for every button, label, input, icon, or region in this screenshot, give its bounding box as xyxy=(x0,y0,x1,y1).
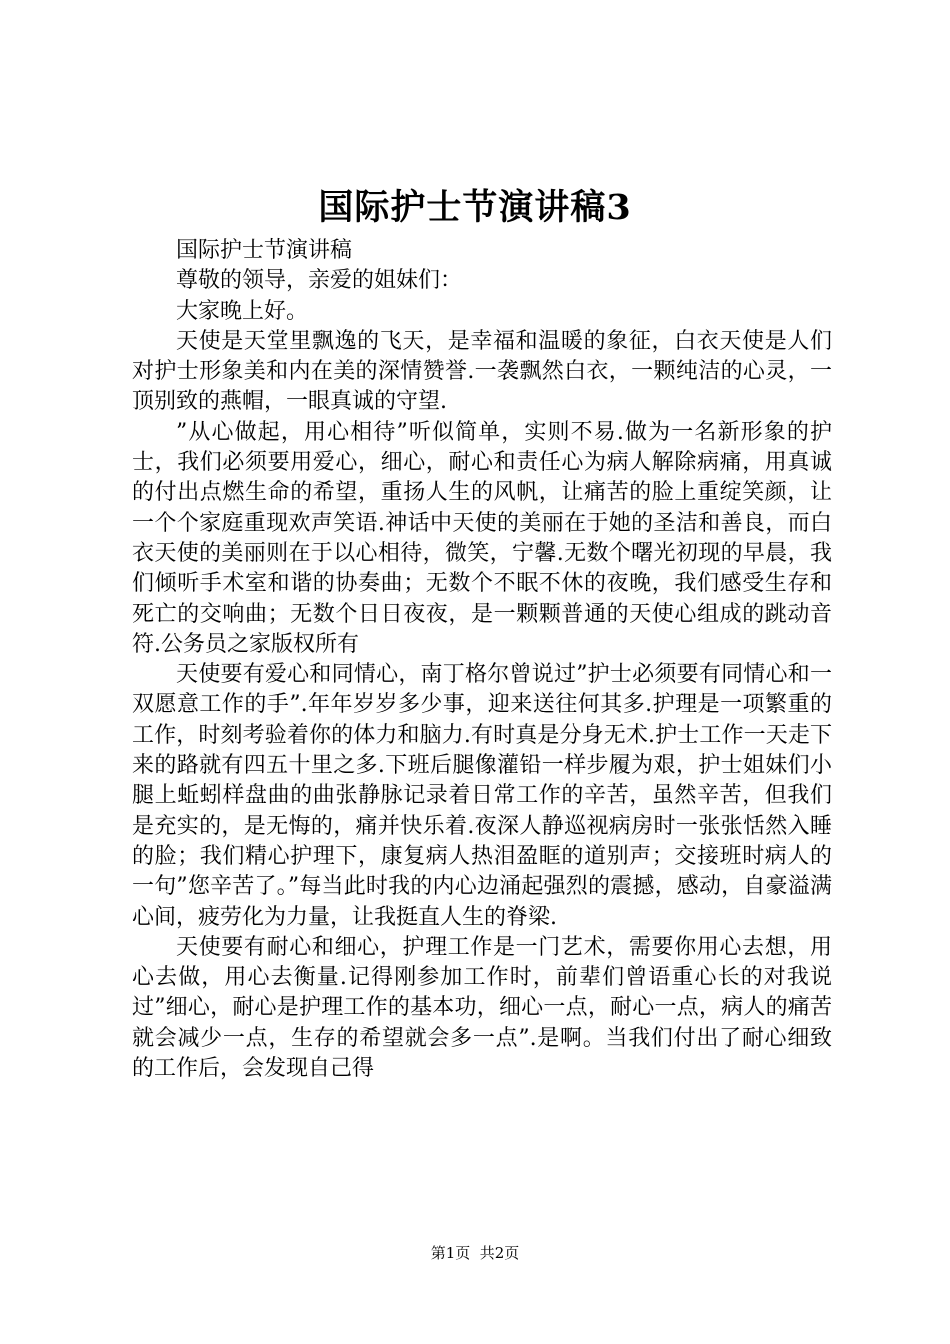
page-footer: 第1页 共2页 xyxy=(430,1244,520,1262)
document-body xyxy=(132,236,832,1084)
paragraph-greeting: 大家晚上好。 xyxy=(176,298,309,324)
paragraph-heading: 国际护士节演讲稿 xyxy=(176,238,353,263)
paragraph-angel-symbol: 天使是天堂里飘逸的飞天，是幸福和温暖的象征，白衣天使是人们对护士形象美和内在美的深情赞誉.一袭飘然白衣，一颗纯洁的心灵，一顶别致的燕帽，一眼真诚的守望. xyxy=(132,328,832,415)
paragraph-salutation: 尊敬的领导，亲爱的姐妹们： xyxy=(176,268,463,294)
paragraph-patience: 天使要有耐心和细心，护理工作是一门艺术，需要你用心去想，用心去做，用心去衡量.记得刚参加工作时，前辈们曾语重心长的对我说过”细心，耐心是护理工作的基本功，细心一点，耐心一点，病人的痛苦就会减少一点，生存的希望就会多一点”.是啊。当我们付出了耐心细致的工作后，会发现自己得 xyxy=(132,934,832,1082)
document-title: 国际护士节演讲稿3 xyxy=(318,187,632,228)
paragraph-compassion: 天使要有爱心和同情心，南丁格尔曾说过”护士必须要有同情心和一双愿意工作的手”.年年岁岁多少事，迎来送往何其多.护理是一项繁重的工作，时刻考验着你的体力和脑力.有时真是分身无术.护士工作一天走下来的路就有四五十里之多.下班后腿像灌铅一样步履为艰，护士姐妹们小腿上蚯蚓样盘曲的曲张静脉记录着日常工作的辛苦，虽然辛苦，但我们是充实的，是无悔的，痛并快乐着.夜深人静巡视病房时一张张恬然入睡的脸；我们精心护理下，康复病人热泪盈眶的道别声；交接班时病人的一句”您辛苦了。”每当此时我的内心边涌起强烈的震撼，感动，自豪溢满心间，疲劳化为力量，让我挺直人生的脊梁. xyxy=(132,662,832,930)
paragraph-from-heart: ”从心做起，用心相待”听似简单，实则不易.做为一名新形象的护士，我们必须要用爱心，细心，耐心和责任心为病人解除病痛，用真诚的付出点燃生命的希望，重扬人生的风帆，让痛苦的脸上重绽笑颜，让一个个家庭重现欢声笑语.神话中天使的美丽在于她的圣洁和善良，而白衣天使的美丽则在于以心相待，微笑，宁馨.无数个曙光初现的早晨，我们倾听手术室和谐的协奏曲；无数个不眠不休的夜晚，我们感受生存和死亡的交响曲；无数个日日夜夜，是一颗颗普通的天使心组成的跳动音符.公务员之家版权所有 xyxy=(132,419,832,657)
